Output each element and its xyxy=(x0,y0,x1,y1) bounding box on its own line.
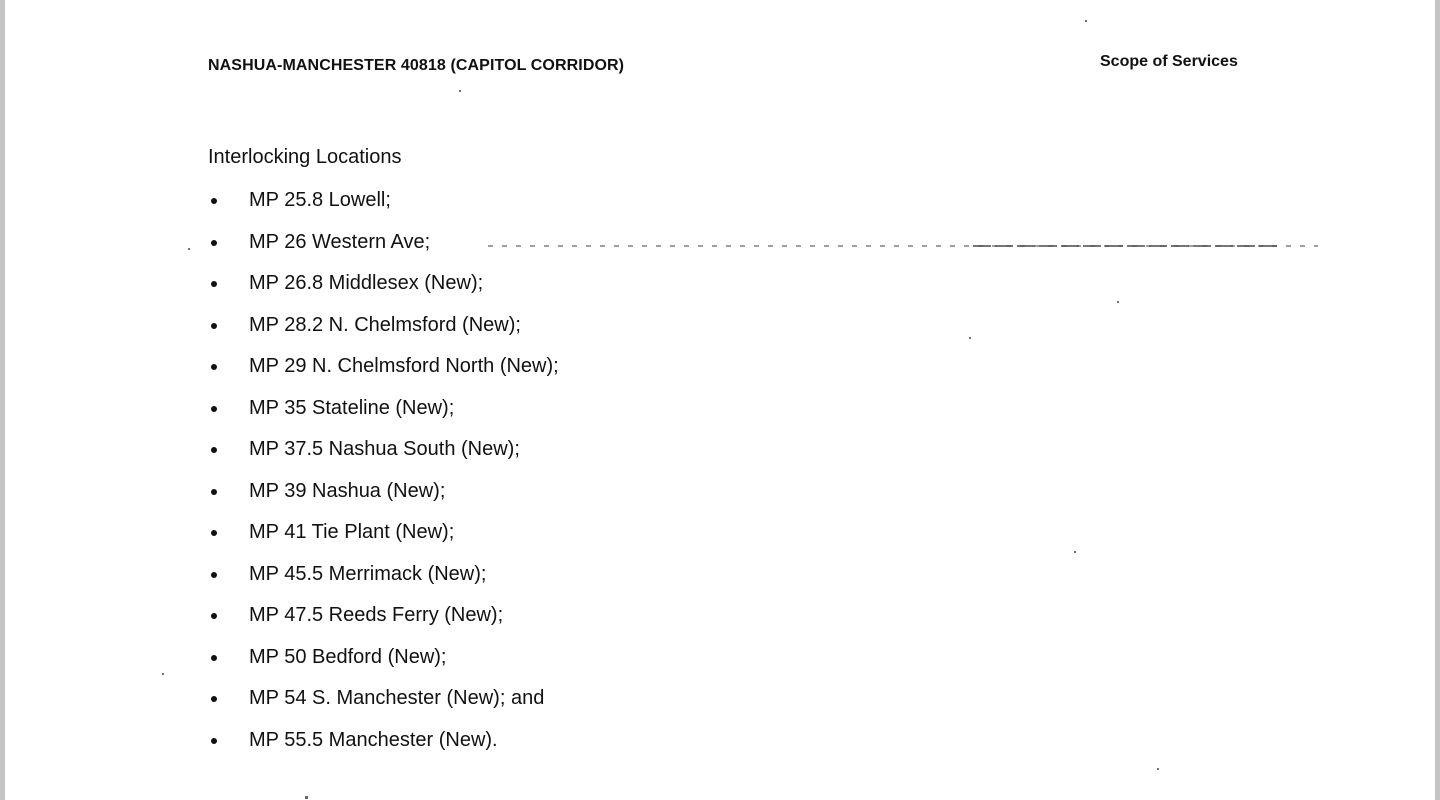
bullet-icon xyxy=(211,447,217,453)
bullet-icon xyxy=(211,572,217,578)
cropped-text-fragment xyxy=(245,792,375,800)
list-item-text: MP 50 Bedford (New); xyxy=(249,645,447,668)
bullet-icon xyxy=(211,738,217,744)
bullet-icon xyxy=(211,406,217,412)
list-item-text: MP 47.5 Reeds Ferry (New); xyxy=(249,604,504,626)
document-header-section: Scope of Services xyxy=(1100,53,1238,70)
section-title: Interlocking Locations xyxy=(208,146,402,168)
list-item-text: MP 29 N. Chelmsford North (New); xyxy=(249,355,559,377)
scan-artifact-line xyxy=(973,245,1278,247)
scan-speck xyxy=(1117,301,1119,303)
document-header-title: NASHUA-MANCHESTER 40818 (CAPITOL CORRIDOR) xyxy=(208,57,625,74)
bullet-icon xyxy=(211,281,217,287)
bullet-icon xyxy=(211,655,217,661)
scan-speck xyxy=(188,248,190,250)
list-item-text: MP 25.8 Lowell; xyxy=(249,189,391,211)
bullet-icon xyxy=(211,198,217,204)
list-item-text: MP 26 Western Ave; xyxy=(249,230,431,253)
bullet-icon xyxy=(211,530,217,536)
list-item-text: MP 37.5 Nashua South (New); xyxy=(249,438,520,460)
scan-speck xyxy=(1157,768,1159,770)
list-item-text: MP 41 Tie Plant (New); xyxy=(249,521,455,543)
bullet-icon xyxy=(211,323,217,329)
scan-speck xyxy=(969,337,971,339)
bullet-icon xyxy=(211,613,217,619)
scan-speck xyxy=(162,673,164,675)
bullet-icon xyxy=(211,240,217,246)
bullet-icon xyxy=(211,696,217,702)
scan-speck xyxy=(1074,551,1076,553)
list-item-text: MP 39 Nashua (New); xyxy=(249,479,446,502)
list-item-text: MP 54 S. Manchester (New); and xyxy=(249,687,545,709)
list-item-text: MP 45.5 Merrimack (New); xyxy=(249,562,487,585)
scan-speck xyxy=(1085,20,1087,22)
list-item-text: MP 28.2 N. Chelmsford (New); xyxy=(249,313,521,336)
bullet-icon xyxy=(211,364,217,370)
list-item-text: MP 26.8 Middlesex (New); xyxy=(249,272,484,294)
bullet-icon xyxy=(211,489,217,495)
scan-speck xyxy=(459,90,461,92)
list-item-text: MP 35 Stateline (New); xyxy=(249,396,455,419)
list-item-text: MP 55.5 Manchester (New). xyxy=(249,728,498,751)
